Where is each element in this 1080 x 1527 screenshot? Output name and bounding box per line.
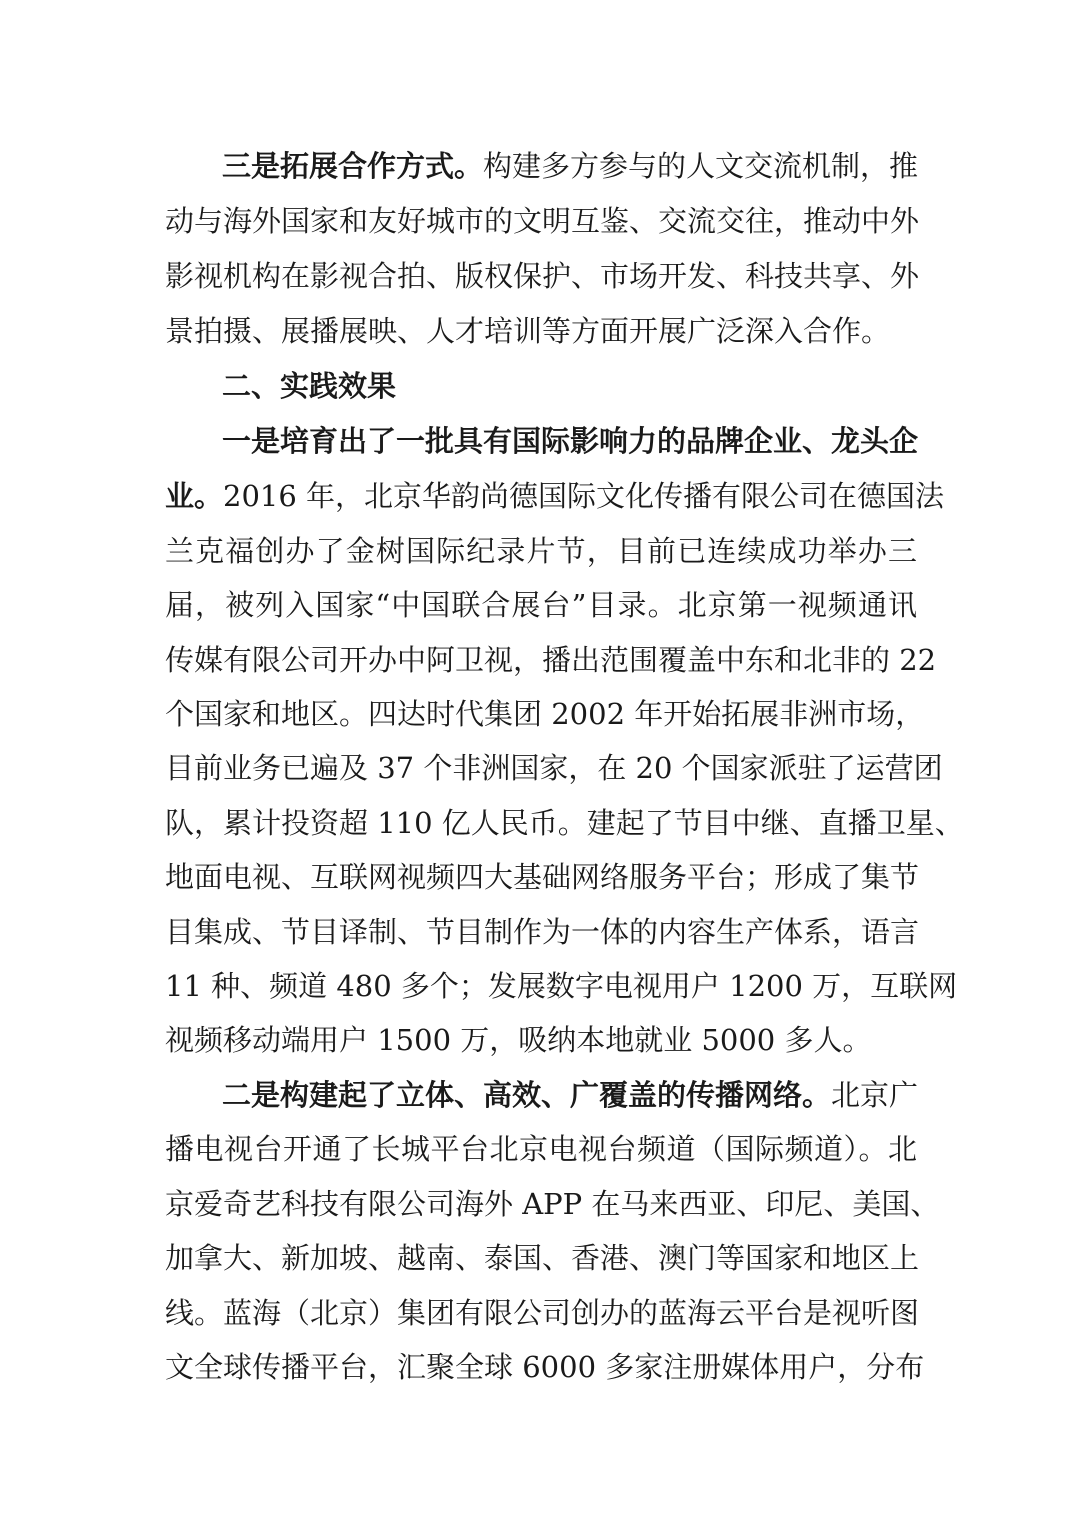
line-text: 线。蓝海（北京）集团有限公司创办的蓝海云平台是视听图: [165, 1296, 920, 1330]
heading-text: 二、实践效果: [222, 369, 397, 403]
text-line: [165, 803, 964, 843]
section-heading: [222, 366, 917, 406]
line-text: 播电视台开通了长城平台北京电视台频道（国际频道）。北: [165, 1132, 917, 1166]
line-text: 北京广: [831, 1078, 919, 1112]
line-text: 影视机构在影视合拍、版权保护、市场开发、科技共享、外: [165, 259, 920, 293]
text-line: [222, 1075, 917, 1115]
text-line: [165, 1347, 925, 1387]
text-line: [165, 912, 920, 952]
text-line: [165, 1129, 917, 1169]
text-line: [165, 1020, 917, 1060]
text-line: [165, 1238, 920, 1278]
line-text: 地面电视、互联网视频四大基础网络服务平台；形成了集节: [165, 860, 920, 894]
line-text: 动与海外国家和友好城市的文明互鉴、交流交往，推动中外: [165, 204, 920, 238]
text-line: [222, 146, 917, 186]
text-line: [165, 1184, 940, 1224]
line-text: 兰克福创办了金树国际纪录片节，目前已连续成功举办三: [165, 534, 917, 568]
line-text: 目前业务已遍及 37 个非洲国家，在 20 个国家派驻了运营团: [165, 751, 943, 785]
text-line: [165, 640, 937, 680]
text-line: [165, 256, 920, 296]
line-text: 2016 年，北京华韵尚德国际文化传播有限公司在德国法: [223, 479, 945, 513]
line-text: 加拿大、新加坡、越南、泰国、香港、澳门等国家和地区上: [165, 1241, 920, 1275]
lead-phrase: 三是拓展合作方式。: [222, 149, 484, 183]
line-text: 个国家和地区。四达时代集团 2002 年开始拓展非洲市场，: [165, 697, 925, 731]
line-text: 传媒有限公司开办中阿卫视，播出范围覆盖中东和北非的 22: [165, 643, 937, 677]
line-text: 文全球传播平台，汇聚全球 6000 多家注册媒体用户，分布: [165, 1350, 925, 1384]
text-line: [165, 201, 920, 241]
lead-phrase: 业。: [165, 479, 224, 513]
lead-phrase: 二是构建起了立体、高效、广覆盖的传播网络。: [222, 1078, 832, 1112]
line-text: 11 种、频道 480 多个；发展数字电视用户 1200 万，互联网: [165, 969, 958, 1003]
line-text: 构建多方参与的人文交流机制，推: [483, 149, 919, 183]
text-line: [165, 311, 917, 351]
line-text: 京爱奇艺科技有限公司海外 APP 在马来西亚、印尼、美国、: [165, 1187, 940, 1221]
text-line: [165, 585, 917, 625]
text-line: [165, 531, 917, 571]
text-line: [165, 694, 925, 734]
text-line: [222, 421, 917, 461]
line-text: 届，被列入国家“中国联合展台”目录。北京第一视频通讯: [165, 588, 917, 622]
text-line: [165, 748, 943, 788]
text-line: [165, 1293, 920, 1333]
text-line: [165, 857, 920, 897]
line-text: 视频移动端用户 1500 万，吸纳本地就业 5000 多人。: [165, 1023, 872, 1057]
line-text: 队，累计投资超 110 亿人民币。建起了节目中继、直播卫星、: [165, 806, 964, 840]
line-text: 目集成、节目译制、节目制作为一体的内容生产体系，语言: [165, 915, 920, 949]
lead-phrase: 一是培育出了一批具有国际影响力的品牌企业、龙头企: [222, 424, 919, 458]
text-line: [165, 966, 958, 1006]
text-line: [165, 476, 945, 516]
line-text: 景拍摄、展播展映、人才培训等方面开展广泛深入合作。: [165, 314, 891, 348]
